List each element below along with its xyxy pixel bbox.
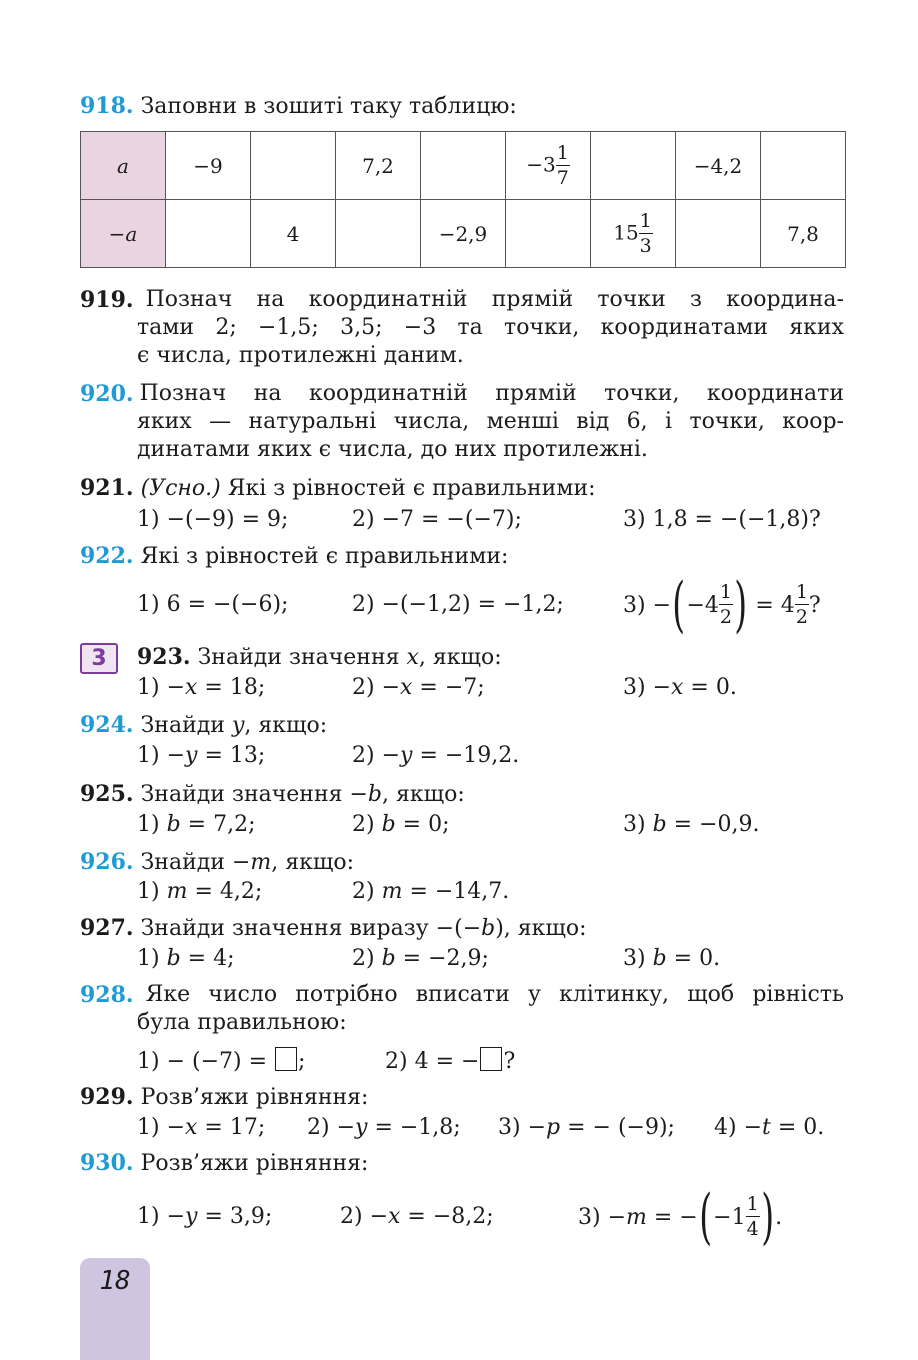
level-marker: 3 bbox=[80, 643, 118, 674]
problem-920-line3: динатами яких є числа, до них протилежні. bbox=[137, 437, 648, 462]
problem-text: Яке число потрібно вписати у клітинку, щоб рівність bbox=[145, 982, 844, 1007]
option-1: 1) −y = 3,9; bbox=[137, 1204, 273, 1229]
cell bbox=[336, 200, 421, 268]
problem-text: Знайди значення x, якщо: bbox=[197, 645, 502, 670]
cell bbox=[591, 132, 676, 200]
option-3: 3) − ( −4 $\frac{1}{2}$ ) = 4 $\frac{1}{2}$ ? bbox=[623, 570, 821, 640]
option-1: 1) b = 4; bbox=[137, 946, 235, 971]
cell: 7,8 bbox=[761, 200, 846, 268]
cell bbox=[251, 132, 336, 200]
table-row-a bbox=[81, 132, 846, 200]
option-3: 3) 1,8 = −(−1,8)? bbox=[623, 507, 821, 532]
option-1: 1) −y = 13; bbox=[137, 743, 266, 768]
option-3: 3) − m = − ( −1 $\frac{1}{4}$ ) . bbox=[578, 1182, 783, 1252]
problem-text: Заповни в зошиті таку таблицю: bbox=[140, 94, 517, 119]
problem-number: 918. bbox=[80, 93, 134, 119]
table-row-neg-a bbox=[81, 200, 846, 268]
problem-925-heading bbox=[80, 780, 465, 809]
option-2: 2) 4 = − ? bbox=[385, 1049, 516, 1074]
cell bbox=[506, 200, 591, 268]
option-2: 2) −x = −8,2; bbox=[340, 1204, 494, 1229]
problem-number: 930. bbox=[80, 1150, 134, 1176]
problem-928-line1 bbox=[80, 981, 844, 1009]
problem-text: Знайди значення виразу −(−b), якщо: bbox=[140, 916, 587, 941]
problem-926-heading bbox=[80, 848, 354, 877]
option-1: 1) 6 = −(−6); bbox=[137, 592, 289, 617]
problem-924-heading bbox=[80, 711, 327, 740]
option-2: 2) b = −2,9; bbox=[352, 946, 489, 971]
option-3: 3) b = 0. bbox=[623, 946, 721, 971]
option-2: 2) −(−1,2) = −1,2; bbox=[352, 592, 564, 617]
option-1: 1) m = 4,2; bbox=[137, 879, 263, 904]
option-2: 2) −7 = −(−7); bbox=[352, 507, 522, 532]
problem-text: Які з рівностей є правильними: bbox=[140, 544, 509, 569]
option-1: 1) −x = 18; bbox=[137, 675, 266, 700]
cell: 4 bbox=[251, 200, 336, 268]
option-1: 1) − (−7) = ; bbox=[137, 1049, 306, 1074]
cell: 7,2 bbox=[336, 132, 421, 200]
row-label-a: a bbox=[81, 132, 166, 200]
cell bbox=[676, 200, 761, 268]
problem-number: 921. bbox=[80, 475, 134, 501]
cell: −2,9 bbox=[421, 200, 506, 268]
problem-number: 925. bbox=[80, 781, 134, 807]
option-2: 2) m = −14,7. bbox=[352, 879, 510, 904]
cell-fraction: −3 $\frac{1}{7}$ bbox=[506, 132, 591, 200]
cell bbox=[166, 200, 251, 268]
option-3: 3) −p = − (−9); bbox=[498, 1115, 675, 1140]
problem-text: Познач на координатній прямій точки з координа- bbox=[145, 287, 844, 312]
option-2: 2) b = 0; bbox=[352, 812, 450, 837]
problem-text: Які з рівностей є правильними: bbox=[227, 476, 596, 501]
problem-919-line2: тами 2; −1,5; 3,5; −3 та точки, координатами яких bbox=[137, 315, 844, 340]
problem-text: Знайди y, якщо: bbox=[140, 713, 328, 738]
problem-number: 927. bbox=[80, 915, 134, 941]
cell: −4,2 bbox=[676, 132, 761, 200]
problem-number: 926. bbox=[80, 849, 134, 875]
cell-fraction: 15 $\frac{1}{3}$ bbox=[591, 200, 676, 268]
problem-text: Розв’яжи рівняння: bbox=[140, 1085, 369, 1110]
problem-number: 928. bbox=[80, 982, 134, 1008]
problem-920-line1 bbox=[80, 380, 844, 408]
problem-number: 919. bbox=[80, 287, 134, 313]
problem-927-heading bbox=[80, 914, 587, 943]
problem-918-heading bbox=[80, 92, 517, 121]
problem-text: Знайди значення −b, якщо: bbox=[140, 782, 465, 807]
problem-text: Розв’яжи рівняння: bbox=[140, 1151, 369, 1176]
problem-number: 924. bbox=[80, 712, 134, 738]
problem-919-line1 bbox=[80, 286, 844, 314]
problem-923-heading bbox=[137, 643, 502, 672]
problem-number: 923. bbox=[137, 644, 191, 670]
problem-930-heading bbox=[80, 1149, 368, 1178]
table-918 bbox=[80, 131, 846, 268]
problem-919-line3: є числа, протилежні даним. bbox=[137, 343, 464, 368]
answer-box bbox=[480, 1047, 502, 1071]
option-2: 2) −x = −7; bbox=[352, 675, 485, 700]
problem-text: Знайди −m, якщо: bbox=[140, 850, 354, 875]
problem-922-heading bbox=[80, 542, 508, 571]
option-1: 1) b = 7,2; bbox=[137, 812, 256, 837]
problem-929-heading bbox=[80, 1083, 368, 1112]
problem-928-line2: була правильною: bbox=[137, 1010, 347, 1035]
row-label-neg-a: −a bbox=[81, 200, 166, 268]
page-number: 18 bbox=[99, 1266, 131, 1296]
option-3: 3) b = −0,9. bbox=[623, 812, 760, 837]
problem-number: 929. bbox=[80, 1084, 134, 1110]
option-2: 2) −y = −19,2. bbox=[352, 743, 520, 768]
option-4: 4) −t = 0. bbox=[714, 1115, 825, 1140]
problem-number: 922. bbox=[80, 543, 134, 569]
cell bbox=[421, 132, 506, 200]
problem-921-heading bbox=[80, 474, 596, 503]
option-1: 1) −x = 17; bbox=[137, 1115, 266, 1140]
cell: −9 bbox=[166, 132, 251, 200]
cell bbox=[761, 132, 846, 200]
answer-box bbox=[275, 1047, 297, 1071]
oral-prefix: (Усно.) bbox=[140, 476, 221, 501]
option-2: 2) −y = −1,8; bbox=[307, 1115, 461, 1140]
problem-920-line2: яких — натуральні числа, менші від 6, і точки, коор- bbox=[137, 409, 844, 434]
page-number-tab bbox=[80, 1258, 150, 1360]
option-1: 1) −(−9) = 9; bbox=[137, 507, 289, 532]
problem-text: Познач на координатній прямій точки, координати bbox=[139, 381, 844, 406]
option-3: 3) −x = 0. bbox=[623, 675, 737, 700]
problem-number: 920. bbox=[80, 381, 134, 407]
